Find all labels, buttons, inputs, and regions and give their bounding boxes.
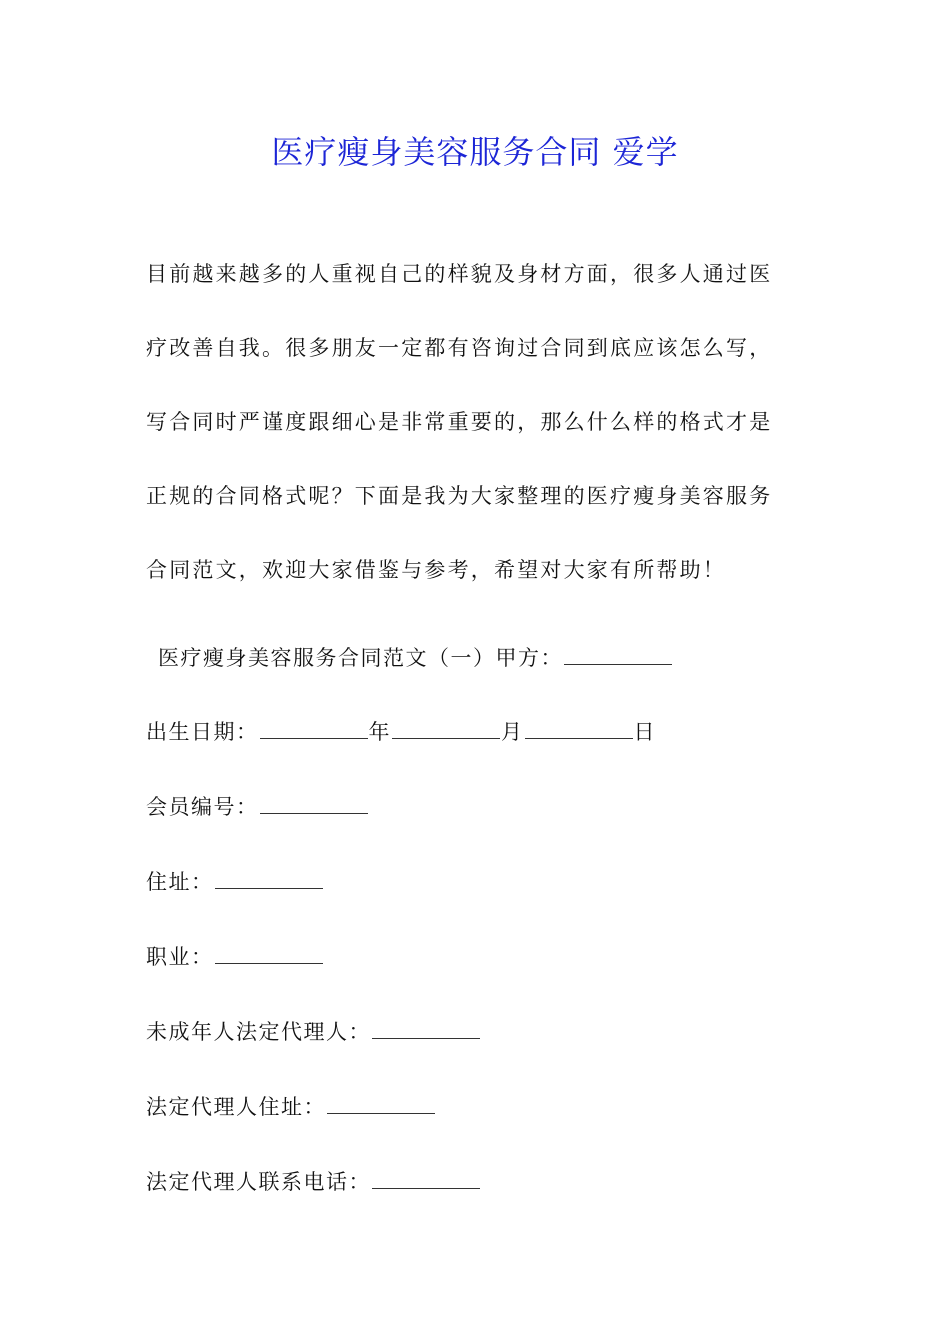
- day-label: 日: [633, 720, 656, 744]
- guardian-address-label: 法定代理人住址：: [146, 1095, 326, 1119]
- page-title: 医疗瘦身美容服务合同 爱学: [271, 133, 679, 171]
- party-a-blank[interactable]: [564, 646, 672, 665]
- guardian-address-blank[interactable]: [327, 1095, 435, 1114]
- year-label: 年: [368, 720, 391, 744]
- address-label: 住址：: [146, 870, 214, 894]
- occupation-blank[interactable]: [215, 945, 323, 964]
- guardian-phone-label: 法定代理人联系电话：: [146, 1170, 371, 1194]
- address-blank[interactable]: [215, 870, 323, 889]
- birth-month-blank[interactable]: [392, 720, 500, 739]
- guardian-address-field: [146, 1095, 436, 1119]
- address-field: [146, 870, 324, 894]
- guardian-label: 未成年人法定代理人：: [146, 1020, 371, 1044]
- guardian-phone-field: [146, 1170, 481, 1194]
- intro-line: 写合同时严谨度跟细心是非常重要的，那么什么样的格式才是: [146, 410, 773, 434]
- intro-line: 合同范文，欢迎大家借鉴与参考，希望对大家有所帮助！: [146, 558, 726, 582]
- birth-date-field: [146, 720, 656, 744]
- intro-line: 疗改善自我。很多朋友一定都有咨询过合同到底应该怎么写，: [146, 336, 773, 360]
- occupation-label: 职业：: [146, 945, 214, 969]
- member-number-blank[interactable]: [260, 795, 368, 814]
- member-number-label: 会员编号：: [146, 795, 259, 819]
- birth-date-label: 出生日期：: [146, 720, 259, 744]
- contract-heading-party-a: [158, 646, 673, 670]
- guardian-phone-blank[interactable]: [372, 1170, 480, 1189]
- guardian-blank[interactable]: [372, 1020, 480, 1039]
- guardian-field: [146, 1020, 481, 1044]
- birth-year-blank[interactable]: [260, 720, 368, 739]
- birth-day-blank[interactable]: [525, 720, 633, 739]
- month-label: 月: [501, 720, 524, 744]
- occupation-field: [146, 945, 324, 969]
- member-number-field: [146, 795, 369, 819]
- intro-line: 正规的合同格式呢？下面是我为大家整理的医疗瘦身美容服务: [146, 484, 773, 508]
- intro-line: 目前越来越多的人重视自己的样貌及身材方面，很多人通过医: [146, 262, 773, 286]
- contract-heading-label: 医疗瘦身美容服务合同范文（一）甲方：: [158, 646, 563, 670]
